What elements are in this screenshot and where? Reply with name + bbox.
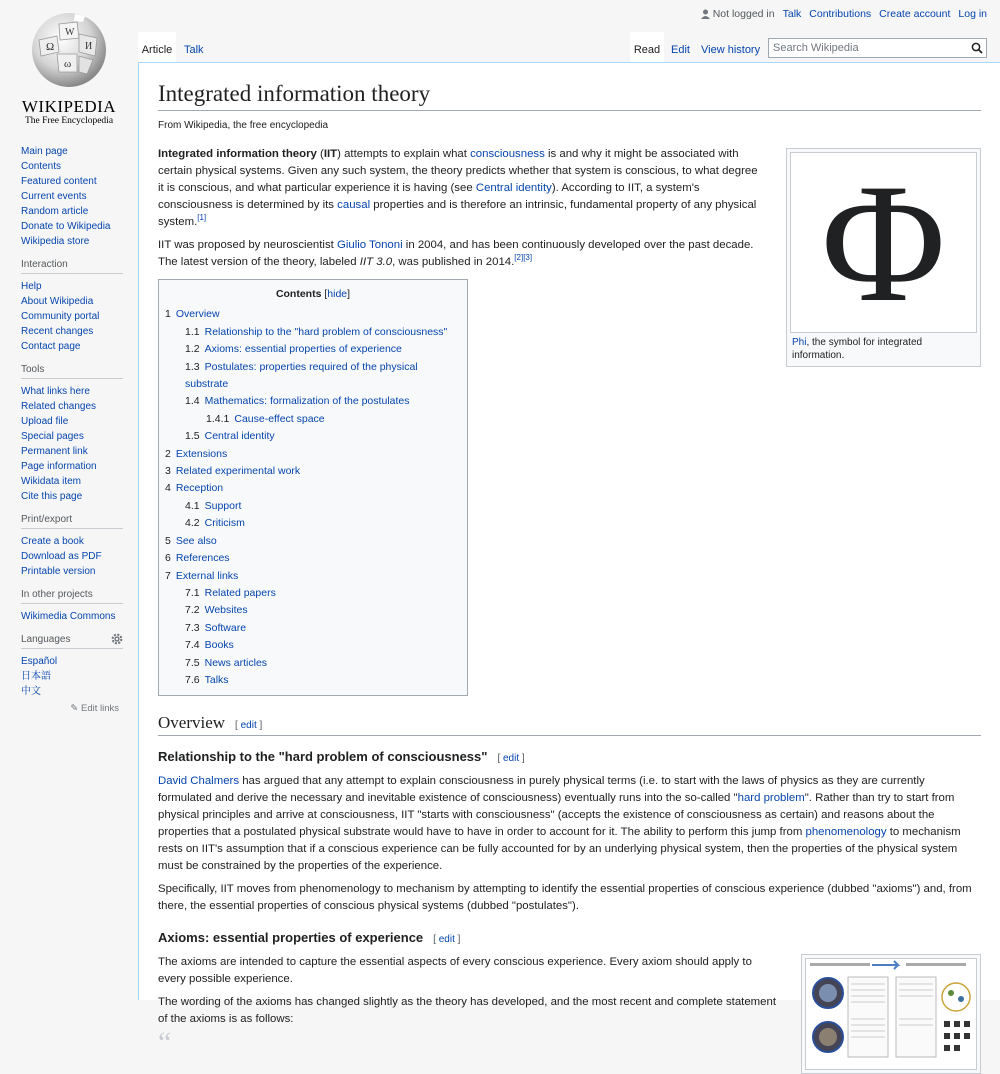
axioms-paragraph-2: The wording of the axioms has changed slightly as the theory has developed, and the most recent and complete statement of the axioms is as follows: xyxy=(158,996,776,1026)
toc-link[interactable]: Books xyxy=(204,639,234,652)
toc-item[interactable] xyxy=(165,637,461,654)
sidebar xyxy=(0,140,138,724)
toc-link[interactable]: Support xyxy=(204,499,242,512)
link-phenomenology[interactable]: phenomenology xyxy=(805,826,887,839)
toc-item[interactable] xyxy=(165,463,461,480)
tab-article[interactable] xyxy=(138,32,176,62)
toc-link[interactable]: External links xyxy=(175,569,239,582)
toc-list xyxy=(165,306,461,689)
languages-title: Languages xyxy=(21,634,71,645)
link-central-identity[interactable]: Central identity xyxy=(475,182,552,194)
interaction-heading xyxy=(21,259,123,274)
toc-item[interactable] xyxy=(165,515,461,532)
toc-item[interactable] xyxy=(165,411,461,428)
search-placeholder: Search Wikipedia xyxy=(773,42,859,54)
tab-read-label: Read xyxy=(633,44,661,56)
toc-number: 6 xyxy=(165,552,171,565)
search-icon[interactable] xyxy=(971,42,983,54)
tab-edit-label: Edit xyxy=(671,44,690,56)
toc-link[interactable]: Relationship to the "hard problem of consciousness" xyxy=(204,325,448,338)
toc-item[interactable] xyxy=(165,359,461,394)
languages-heading xyxy=(21,634,123,649)
toc-link[interactable]: Central identity xyxy=(204,430,275,443)
axioms-paragraph-1: The axioms are intended to capture the essential aspects of every conscious experience. Every axiom should apply to every possible experience. xyxy=(158,956,752,986)
text: to mechanism rests on IIT's assumption that if a conscious experience can be fully accounted for by an underlying physical system, then the properties of the physical system must be constrained by the properties of the experience. xyxy=(158,826,961,873)
toc-link[interactable]: Related experimental work xyxy=(175,465,301,478)
wikipedia-logo[interactable] xyxy=(14,10,124,126)
interaction-portal xyxy=(0,259,138,354)
edit-section-hard-problem: [ edit ] xyxy=(497,753,525,765)
sidebar-item-recent-changes[interactable]: Recent changes xyxy=(21,326,94,337)
text: IIT was proposed by neuroscientist xyxy=(158,239,337,251)
toc-item[interactable] xyxy=(165,655,461,672)
text: , was published in 2014. xyxy=(392,256,515,268)
toc-item[interactable] xyxy=(165,672,461,689)
sidebar-item-cite-this-page[interactable]: Cite this page xyxy=(21,491,83,502)
caption-text: , the symbol for integrated information. xyxy=(792,337,923,361)
toc-number: 7.5 xyxy=(185,656,200,669)
toc-link[interactable]: Postulates: properties required of the physical substrate xyxy=(185,360,418,391)
wordmark: WIKIPEDIA xyxy=(21,97,117,116)
toc-link[interactable]: See also xyxy=(175,534,217,547)
bold-term: Integrated information theory xyxy=(158,148,317,160)
svg-text:W: W xyxy=(65,27,75,38)
diagram-figure xyxy=(806,959,977,1070)
edit-section-overview: [ edit ] xyxy=(235,720,263,732)
toc-link[interactable]: Overview xyxy=(175,308,220,321)
sidebar-item-wikimedia-commons[interactable]: Wikimedia Commons xyxy=(21,611,116,622)
sidebar-item-lang-es[interactable]: Español xyxy=(21,656,58,667)
link-consciousness[interactable]: consciousness xyxy=(470,148,545,160)
text: ) attempts to explain what xyxy=(337,148,471,160)
phi-link[interactable]: Phi xyxy=(792,337,807,348)
hard-problem-heading-text: Relationship to the "hard problem of consciousness" xyxy=(158,749,488,765)
page-title: Integrated information theory xyxy=(158,79,981,111)
sidebar-item-related-changes[interactable]: Related changes xyxy=(21,401,97,412)
user-icon xyxy=(701,9,710,19)
sidebar-item-printable-version[interactable]: Printable version xyxy=(21,566,96,577)
link-hard-problem[interactable]: hard problem xyxy=(737,792,805,805)
status-text: Not logged in xyxy=(712,8,775,20)
toc-number: 1.5 xyxy=(185,430,200,443)
sidebar-item-lang-ja[interactable]: 日本語 xyxy=(21,671,51,682)
text: ( xyxy=(316,148,324,160)
print-title: Print/export xyxy=(21,514,73,525)
text: is and why it might be associated with certain physical systems. Given any such system, the theory predicts whether that system is conscious, to what degree it is conscious, and what particular experience it is having (see xyxy=(158,148,758,194)
toc-link[interactable]: Reception xyxy=(175,482,224,495)
svg-text:Ω: Ω xyxy=(46,41,55,53)
print-heading xyxy=(21,514,123,529)
toc-item[interactable] xyxy=(165,550,461,567)
toc-number: 4.1 xyxy=(185,499,200,512)
sidebar-item-random-article[interactable]: Random article xyxy=(21,206,89,217)
toc-item[interactable] xyxy=(165,446,461,463)
text: has argued that any attempt to explain consciousness in purely physical terms (i.e. to start with the laws of physics as they are currently formulated and derive the necessary and inevitable existence of consciousness) eventually runs into the so-called " xyxy=(158,775,925,805)
tab-edit[interactable] xyxy=(671,32,690,62)
not-logged-in-status xyxy=(701,8,775,20)
tab-view-history[interactable] xyxy=(701,32,760,62)
toc-item[interactable] xyxy=(165,620,461,637)
ref-1[interactable]: [1] xyxy=(197,213,207,223)
toc-number: 7 xyxy=(165,569,171,582)
search-input[interactable] xyxy=(768,38,987,58)
tab-talk-label: Talk xyxy=(184,44,204,56)
hard-problem-paragraph-2: Specifically, IIT moves from phenomenology to mechanism by attempting to identify the essential properties of conscious experience (dubbed "axioms") and, from there, the essential properties of conscious physical systems (dubbed "postulates"). xyxy=(158,883,972,913)
quote-mark: “ xyxy=(158,1026,172,1060)
toc-link[interactable]: Extensions xyxy=(175,447,228,460)
toc-link[interactable]: Related papers xyxy=(204,586,276,599)
edit-link-hard-problem[interactable]: edit xyxy=(503,753,520,765)
log-in-link[interactable]: Log in xyxy=(958,8,987,20)
infobox-caption xyxy=(790,333,977,363)
toc-number: 3 xyxy=(165,465,171,478)
text: in 2004, and has been continuously developed over the past decade. The latest version of the theory, labeled xyxy=(158,239,754,268)
ref-2[interactable]: [2] xyxy=(514,253,524,263)
toc-link[interactable]: Mathematics: formalization of the postulates xyxy=(204,395,410,408)
sidebar-item-about[interactable]: About Wikipedia xyxy=(21,296,94,307)
edit-links-label: Edit links xyxy=(80,703,119,714)
sidebar-item-wikidata-item[interactable]: Wikidata item xyxy=(21,476,82,487)
sidebar-item-current-events[interactable]: Current events xyxy=(21,191,87,202)
edit-links[interactable] xyxy=(21,703,119,714)
toc-number: 7.3 xyxy=(185,621,200,634)
sidebar-item-lang-zh[interactable]: 中文 xyxy=(21,686,41,697)
toc-item[interactable] xyxy=(165,341,461,358)
toc-number: 4 xyxy=(165,482,171,495)
projects-heading xyxy=(21,589,123,604)
tools-portal xyxy=(0,364,138,504)
toc-link[interactable]: Cause-effect space xyxy=(234,412,325,425)
sidebar-item-contact-page[interactable]: Contact page xyxy=(21,341,81,352)
overview-heading-text: Overview xyxy=(158,713,226,733)
toc-item[interactable] xyxy=(165,306,461,323)
sidebar-item-create-book[interactable]: Create a book xyxy=(21,536,84,547)
personal-tools xyxy=(701,8,987,20)
toc-item[interactable] xyxy=(165,498,461,515)
edit-section-axioms: [ edit ] xyxy=(433,934,461,946)
tab-article-label: Article xyxy=(141,44,173,56)
phi-symbol: Φ xyxy=(821,148,946,337)
toc-link[interactable]: News articles xyxy=(204,656,268,669)
toc-number: 7.4 xyxy=(185,639,200,652)
sidebar-item-download-pdf[interactable]: Download as PDF xyxy=(21,551,102,562)
toc-number: 1.4.1 xyxy=(206,412,230,425)
tools-title: Tools xyxy=(21,364,45,375)
languages-portal xyxy=(0,634,138,714)
sidebar-item-special-pages[interactable]: Special pages xyxy=(21,431,84,442)
create-account-link[interactable]: Create account xyxy=(879,8,951,20)
toc-item[interactable] xyxy=(165,428,461,445)
link-causal[interactable]: causal xyxy=(337,199,371,211)
tab-read[interactable] xyxy=(630,32,664,62)
toc-item[interactable] xyxy=(165,602,461,619)
hard-problem-paragraph-1 xyxy=(158,773,981,875)
toc-hide-toggle[interactable]: hide xyxy=(327,288,348,300)
page-subtitle: From Wikipedia, the free encyclopedia xyxy=(158,120,329,131)
bold-abbrev: IIT xyxy=(323,148,338,160)
section-heading-axioms xyxy=(158,929,981,948)
toc-item[interactable] xyxy=(165,393,461,410)
toc-link[interactable]: Software xyxy=(204,621,247,634)
talk-link[interactable]: Talk xyxy=(782,8,802,20)
interaction-title: Interaction xyxy=(21,259,68,270)
article-content xyxy=(138,62,1000,1060)
sidebar-item-page-information[interactable]: Page information xyxy=(21,461,97,472)
toc-number: 7.6 xyxy=(185,673,200,686)
text: ). According to IIT, a system's consciousness is determined by its xyxy=(158,182,700,211)
sidebar-item-main-page[interactable]: Main page xyxy=(21,146,68,157)
toc-link[interactable]: Talks xyxy=(204,673,229,686)
toc-title: Contents [hide] xyxy=(275,288,351,300)
section-heading-overview xyxy=(158,714,981,736)
ref-3[interactable]: [3] xyxy=(523,253,533,263)
toc-link[interactable]: Axioms: essential properties of experience xyxy=(204,343,402,356)
axioms-heading-text: Axioms: essential properties of experience xyxy=(158,930,424,946)
toc-number: 1.2 xyxy=(185,343,200,356)
tools-heading xyxy=(21,364,123,379)
italic-version: IIT 3.0 xyxy=(359,256,393,268)
tagline: The Free Encyclopedia xyxy=(24,116,114,126)
print-portal xyxy=(0,514,138,579)
phi-symbol-image[interactable] xyxy=(790,148,977,337)
svg-text:ω: ω xyxy=(64,58,72,70)
navigation-portal xyxy=(0,144,138,249)
globe-icon xyxy=(29,10,109,90)
toc-item[interactable] xyxy=(165,480,461,497)
sidebar-item-what-links-here[interactable]: What links here xyxy=(21,386,90,397)
infobox-phi xyxy=(786,148,981,367)
toc-number: 4.2 xyxy=(185,517,200,530)
edit-link-overview[interactable]: edit xyxy=(240,720,257,732)
sidebar-item-community-portal[interactable]: Community portal xyxy=(21,311,100,322)
toc-number: 1.4 xyxy=(185,395,200,408)
toc-item[interactable] xyxy=(165,324,461,341)
toc-item[interactable] xyxy=(165,533,461,550)
sidebar-item-contents[interactable]: Contents xyxy=(21,161,62,172)
toc-link[interactable]: Criticism xyxy=(204,517,245,530)
toc-item[interactable] xyxy=(165,568,461,585)
axioms-diagram-thumbnail[interactable] xyxy=(801,954,981,1074)
sidebar-item-help[interactable]: Help xyxy=(21,281,42,292)
sidebar-item-donate[interactable]: Donate to Wikipedia xyxy=(21,221,111,232)
section-heading-hard-problem xyxy=(158,748,981,767)
edit-link-axioms[interactable]: edit xyxy=(438,934,455,946)
toc-number: 7.1 xyxy=(185,586,200,599)
toc-number: 5 xyxy=(165,534,171,547)
link-david-chalmers[interactable]: David Chalmers xyxy=(158,775,240,788)
sidebar-item-store[interactable]: Wikipedia store xyxy=(21,236,90,247)
tab-history-label: View history xyxy=(701,44,761,56)
link-giulio-tononi[interactable]: Giulio Tononi xyxy=(336,239,403,251)
axioms-diagram-image xyxy=(805,958,977,1070)
toc-number: 1.1 xyxy=(185,325,200,338)
sidebar-item-upload-file[interactable]: Upload file xyxy=(21,416,69,427)
sidebar-item-featured-content[interactable]: Featured content xyxy=(21,176,97,187)
sidebar-item-permanent-link[interactable]: Permanent link xyxy=(21,446,88,457)
toc-title-text: Contents xyxy=(275,288,322,300)
contributions-link[interactable]: Contributions xyxy=(809,8,872,20)
text: ". Rather than try to start from physical principles and arrive at consciousness, IIT "starts with consciousness" (accepts the existence of consciousness as certain) and reasons about the properties that a postulated physical substrate would have to have in order to account for it. The ability to perform this jump from xyxy=(158,792,955,839)
gear-icon[interactable] xyxy=(111,633,123,645)
toc-number: 7.2 xyxy=(185,604,200,617)
text: properties and is therefore an intrinsic, fundamental property of any physical system. xyxy=(158,199,757,228)
table-of-contents xyxy=(158,279,468,696)
pencil-icon: ✎ xyxy=(70,703,79,714)
toc-item[interactable] xyxy=(165,585,461,602)
toc-number: 1 xyxy=(165,308,171,321)
toc-link[interactable]: References xyxy=(175,552,230,565)
toc-link[interactable]: Websites xyxy=(204,604,248,617)
projects-title: In other projects xyxy=(21,589,93,600)
tab-talk[interactable] xyxy=(184,32,204,62)
svg-text:И: И xyxy=(85,41,93,52)
toc-number: 1.3 xyxy=(185,360,200,373)
projects-portal xyxy=(0,589,138,624)
toc-number: 2 xyxy=(165,447,171,460)
